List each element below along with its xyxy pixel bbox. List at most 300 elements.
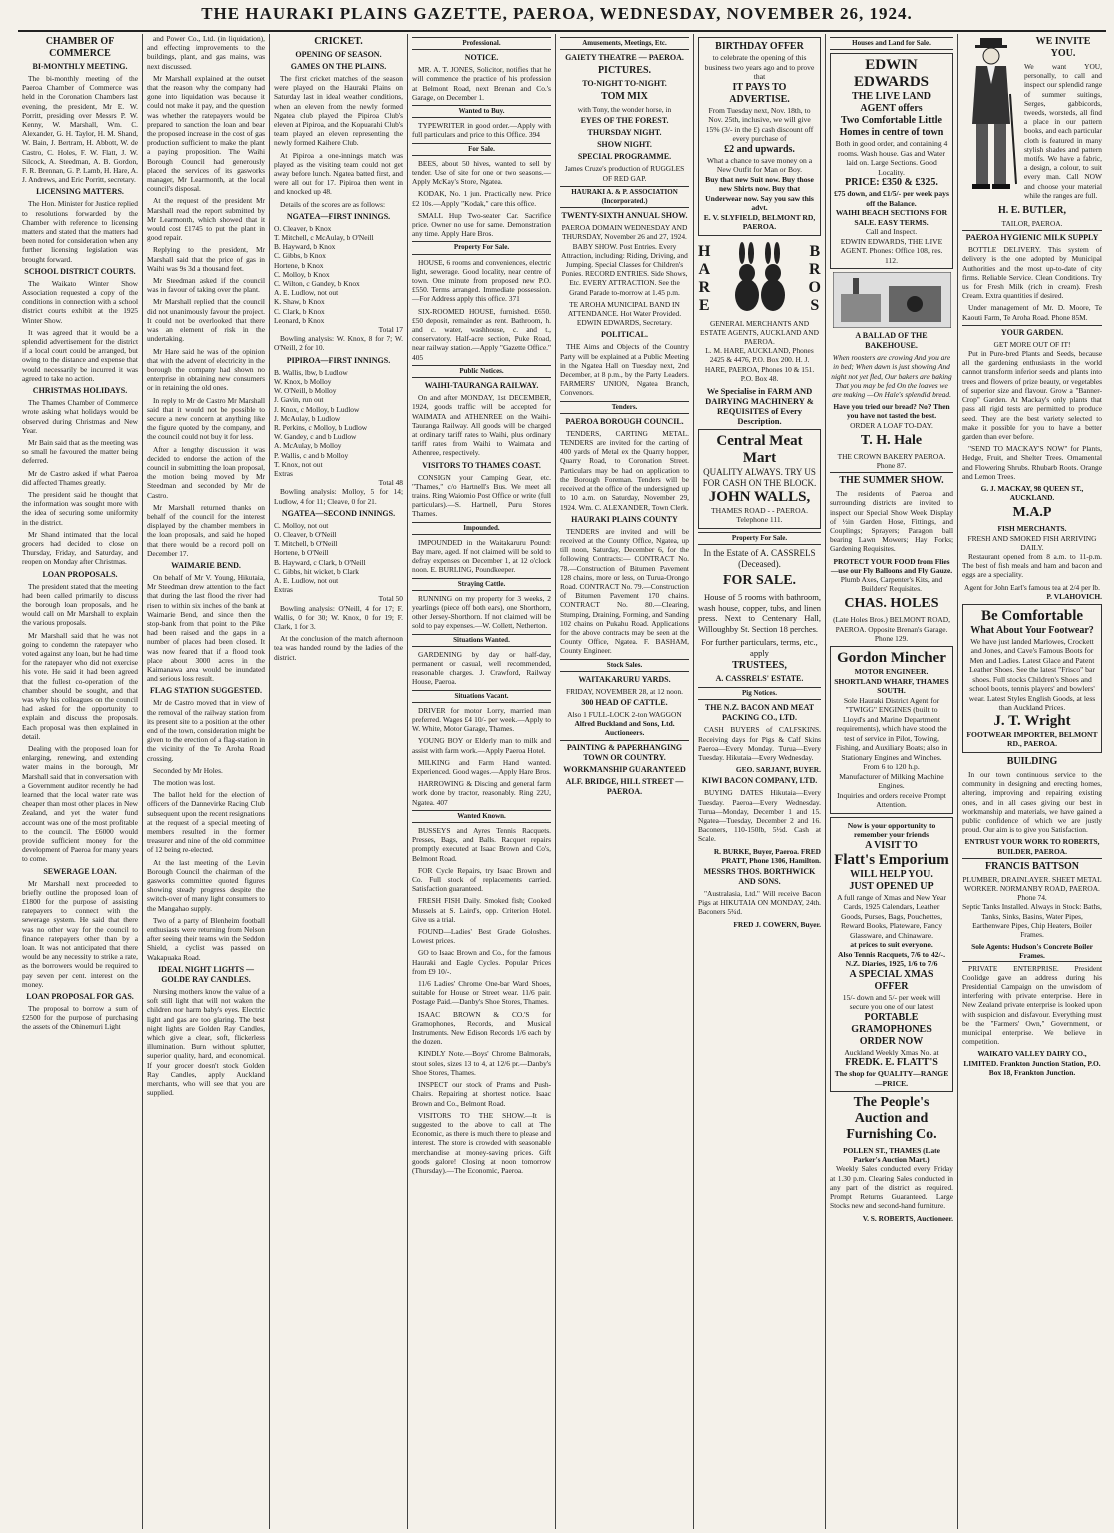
score-line: Extras [274, 585, 293, 595]
classified-ad: FOR Cycle Repairs, try Isaac Brown and Co. Full stock of replacements carried. Satisfaction guaranteed. [412, 865, 551, 894]
article-subtitle: OPENING OF SEASON. [295, 50, 382, 59]
battson-agents: Sole Agents: Hudson's Concrete Boiler Frames. [971, 942, 1093, 961]
paragraph: Details of the scores are as follows: [280, 199, 386, 209]
subheading: SEWERAGE LOAN. [43, 866, 117, 876]
subheading: IDEAL NIGHT LIGHTS — GOLDE RAY CANDLES. [157, 964, 255, 984]
pictures-heading: PICTURES. [597, 65, 652, 77]
milk-text: BOTTLE DELIVERY. This system of delivery is the one adopted by Municipal Authorities and the most up-to-date of city firms. Reliable Service. Clean Conditions. Try us for Fresh Milk (rich in cream). Fresh Cream. Extra quantities if desired. [962, 245, 1102, 301]
classified-ad: HOUSE, 6 rooms and conveniences, electric light, sewerage. Good locality, near centre of town. One minute from proposed new P.O. £550. Terms arranged. Immediate possession.—For Address apply this office. 371 [412, 257, 551, 304]
score-line: Extras [274, 468, 293, 478]
ad-text: A full range of Xmas and New Year Cards, 1925 Calendars, Leather Goods, Purses, Bags, Pouchettes, Reward Books, Plateware, Fancy Glassware, and Chinaware. [837, 892, 946, 940]
plumb-axes: Plumb Axes, Carpenter's Kits, and Builders' Requisites. [840, 575, 943, 594]
kiwi-title: KIWI BACON COMPANY, LTD. [701, 776, 818, 786]
score-total: Total 17 [378, 325, 403, 335]
article-title: CRICKET. [314, 36, 363, 47]
paragraph: Nursing mothers know the value of a soft still light that will not waken the children nor harm baby's eyes. Electric light and gas are too glaring. The best night lights are Golden Ray Candles, which give a clear, soft, flickerless illumination. Burn without splutter, superior quality, hard, and economical. If your grocer doesn't stock Golden Ray Candles, apply Auckland merchants, who will see that you are supplied. [147, 986, 265, 1098]
score-total: Total 48 [378, 478, 403, 488]
paragraph: Mr Marshall said that he was not going to condemn the ratepayer who voted against any loan, but he had time for the ratepayer who did not exercise his vote. He said it had been agreed that the fullest co-operation of the chamber should be sought, and that was why his colleagues on the council had asked for the opportunity to explain and discuss the proposals. Each proposal was then explained in detail. [22, 630, 138, 741]
score-total: Total 50 [378, 594, 403, 604]
ad-subtitle: What About Your Footwear? [970, 624, 1094, 636]
subheading: CHRISTMAS HOLIDAYS. [32, 386, 128, 396]
score-line: T. Knox, not out [274, 459, 323, 469]
garden-title: YOUR GARDEN. [962, 325, 1102, 338]
trustees: TRUSTEES, [732, 660, 787, 672]
estate-text: House of 5 rooms with bathroom, wash house, copper, tubs, and linen press. Next to Centenary Hall, Willoughby St. Section 18 perches. [698, 592, 821, 634]
workmanship: WORKMANSHIP GUARANTEED [563, 764, 686, 774]
paragraph: The proposal to borrow a sum of £2500 for the purpose of purchasing the assets of the Ohinemuri Light [22, 1004, 138, 1032]
tender: TENDERS, CARTING METAL. TENDERS are invited for the carting of 400 yards of Metal ex the Quarry hopper, Quarry Road, to Coronation Street. Particulars may be had on application to the Borough Foreman. Tenders will be received at the office of the undersigned up to 10 a.m. on Saturday, November 29, 1924. Wm. C. ALEXANDER, Town Clerk. [560, 428, 689, 512]
paragraph: On behalf of Mr V. Young, Hikutaia, Mr Steedman drew attention to the fact that during the last flood the river had risen to within six inches of the bank at Waimarie Bend, and since then the stop-bank from that point to the Pike had been raised and the gaps in a number of places had been closed. It was now feared that if a flood took place about 3000 acres in the Kaimanawa area would be inundated and serious loss result. [147, 572, 265, 684]
subheading: NGATEA—SECOND INNINGS. [281, 508, 396, 518]
paragraph: Mr Marshall next proceeded to briefly outline the proposed loan of £1800 for the purpose of assisting ratepayers to connect with the sewerage system. He said that there was no other way for the council to finance ratepayers other than by a loan. It was not anticipated that there would be any necessity to strike a rate, as the borrowers would be required to pay seven per cent. interest on the money. [22, 878, 138, 989]
subheading: NGATEA—FIRST INNINGS. [286, 211, 391, 221]
classified-ad: TYPEWRITER in good order.—Apply with full particulars and price to this Office. 394 [412, 121, 551, 140]
ad-headline: PORTABLE GRAMOPHONES [851, 1011, 932, 1035]
battson-address: PLUMBER, DRAINLAYER. SHEET METAL WORKER. NORMANBY ROAD, PAEROA. Phone 74. [962, 874, 1102, 903]
paragraph: Mr Marshall explained at the outset that the reason why the company had gone into liquidation was because it could not make it pay, and the question was whether the ratepayers would be prepared to sanction the loan and bear the proposed increase in the cost of gas production sufficient to make the plant a paying proposition. The Waihi Borough Council had generously placed the services of its gasworks manager, Mr Learmonth, at the local council's disposal. [147, 73, 265, 194]
ad-headline: Two Comfortable Little Homes in centre of town [839, 115, 944, 139]
subheading: LOAN PROPOSAL FOR GAS. [26, 992, 134, 1002]
score-line: C. Molloy, b Knox [274, 269, 330, 279]
borthwick-buyer: FRED J. COWERN, Buyer. [733, 919, 821, 929]
kiwi-text: BUYING DATES Hikutaia—Every Tuesday. Paeroa—Every Wednesday. Turua—Monday, December 1 and 15. Ngatea—Tuesday, December 2 and 16. Baconers, 110-150lb, 5½d. Cash at Scale. [698, 788, 821, 844]
ad-text: WILL HELP YOU. [850, 868, 933, 880]
bakehouse-illustration [833, 272, 951, 328]
score-line: C. Clark, b Knox [274, 306, 325, 316]
section-header: Tenders. [560, 401, 689, 414]
ad-title: BIRTHDAY OFFER [715, 41, 804, 52]
butler-title: TAILOR, PAEROA. [1001, 219, 1063, 229]
political-title: POLITICAL. [601, 330, 648, 340]
letter: A [698, 260, 710, 278]
auction-text: Weekly Sales conducted every Friday at 1.30 p.m. Clearing Sales conducted in any part of the district as required. Prompt Returns Guaranteed. Large Stocks new and second-hand furniture. [830, 1164, 953, 1211]
classified-ad: GARDENING by day or half-day, permanent or casual, well recommended, reasonable charges. J. Crawford, Railway House, Paeroa. [412, 649, 551, 687]
paragraph: At the conclusion of the match afternoon tea was handed round by the ladies of the district. [274, 634, 403, 662]
gordon-mincher-ad [830, 646, 953, 814]
ap-title: HAURAKI A. & P. ASSOCIATION (Incorporated.) [560, 186, 689, 208]
letter: H [698, 242, 711, 260]
ad-title: Gordon Mincher [837, 650, 946, 667]
bros-letters [809, 243, 821, 315]
ad-text: to celebrate the opening of this business two years ago and to prove that [704, 53, 815, 81]
letter: R [808, 260, 821, 278]
section-header: Public Notices. [412, 365, 551, 378]
score-line: J. Knox, c Molloy, b Ludlow [274, 404, 360, 414]
tender: TENDERS are invited and will be received at the County Office, Ngatea, up till noon, Saturday, December 6, for the following Contracts:— CONTRACT No. 78.—Construction of Bitumen Pavement 128 chains, more or less, on Turua-Orongo Road. CONTRACT No. 79.—Construction of Bitumen Pavement 170 chains. CONTRACT No. 80.—Clearing, Stumping, Draining, Forming, and Sanding 102 chains on Pukahu Road. Applications for the above contracts may be seen at the County Office, Ngatea. F. BASHAM, County Engineer. [560, 526, 689, 656]
classified-ad: 11/6 Ladies' Chrome One-bar Ward Shoes, suitable for House or Street wear. 11/6 pair. Postage Paid.—Danby's Shoe Stores, Thames. [412, 979, 551, 1007]
classified-ad: GO to Isaac Brown and Co., for the famous Hauraki and Eagle Cycles. Popular Prices from £9 10/-. [412, 948, 551, 976]
political-notice: THE Aims and Objects of the Country Party will be explained at a Public Meeting in the Ngatea Hall on Tuesday next, 2nd December, at 8 p.m., by the Party Leaders. FARMERS' UNION, Ngatea Branch, Convenors. [560, 342, 689, 398]
column-5 [556, 34, 694, 1529]
score-list-2 [274, 368, 403, 478]
score-line: Hortene, b O'Neill [274, 548, 329, 558]
paragraph: In reply to Mr de Castro Mr Marshall said that it would not be possible to secure a new concern at anything like the figure quoted by the company, and the council could not buy it for less. [147, 395, 265, 442]
score-line: C. Wilton, c Gandey, b Knox [274, 279, 360, 289]
subheading: FLAG STATION SUGGESTED. [150, 686, 262, 696]
ad-text: Auckland Weekly Xmas No. at [844, 1047, 939, 1057]
paragraph: and Power Co., Ltd. (in liquidation), and effecting improvements to the buildings, plant, and gas mains, was next discussed. [147, 34, 265, 71]
star-name: TOM MIX [601, 91, 648, 103]
for-sale-heading: FOR SALE. [722, 573, 797, 589]
map-headline: FRESH AND SMOKED FISH ARRIVING DAILY. [967, 533, 1097, 552]
score-line: Hortene, b Knox [274, 260, 324, 270]
paragraph: At the request of the president Mr Marshall read the report submitted by Mr Learmonth, which showed that it would cost £1745 to put the plant in good repair. [147, 196, 265, 243]
ruggles: James Cruze's production of RUGGLES OF RED GAP. [564, 164, 685, 183]
pig-company: THE N.Z. BACON AND MEAT PACKING CO., LTD. [704, 703, 815, 723]
band: TE AROHA MUNICIPAL BAND IN ATTENDANCE. Hot Water Provided. EDWIN EDWARDS, Secretary. [567, 299, 682, 328]
section-header: Houses and Land for Sale. [830, 37, 953, 50]
garden-subtitle: GET MORE OUT OF IT! [993, 339, 1071, 349]
hare-text: L. M. HARE, AUCKLAND, Phones 2425 & 4476, P.O. Box 200. H. J. HARE, PAEROA, Phones 10 & 151. P.O. Box 48. [704, 346, 815, 383]
ad-headline: IT PAYS TO ADVERTISE. [729, 81, 790, 105]
paragraph: After a lengthy discussion it was decided to endorse the action of the council in submitting the loan proposal, the motion being moved by Mr Steedman and seconded by Mr de Castro. [147, 444, 265, 500]
paragraph: Mr Steedman asked if the council was in favour of taking over the plant. [147, 276, 265, 295]
paragraph: Mr de Castro moved that in view of the removal of the railway station from its present site to a position at the other end of the town, consideration might be given to the erection of a flag-station in the vicinity of the Te Aroha Road crossing. [147, 698, 265, 763]
article-title: CHAMBER OF COMMERCE [45, 36, 115, 59]
paragraph: The Waikato Winter Show Association requested a copy of the conditions in connection with a school district courts exhibit at the 1925 Winter Show. [22, 278, 138, 325]
gentleman-illustration [962, 34, 1020, 194]
column-8 [958, 34, 1106, 1529]
summer-show-text: The residents of Paeroa and surrounding districts are invited to inspect our Special Show Week Display of ½in Garden Hose, Fittings, and Couplings; Sprayers; Paragon ball bearing Lawn Mowers; Hay Forks; Gardening Requisites. [830, 489, 953, 554]
ballad-question: Have you tried our bread? No? Then you have not tasted the best. [833, 402, 950, 421]
ad-signature: E. V. SLYFIELD, BELMONT RD, PAEROA. [703, 212, 816, 231]
auction-signature: V. S. ROBERTS, Auctioneer. [862, 1213, 953, 1223]
ad-text: Both in good order, and containing 4 rooms. Wash house. Gas and Water laid on. Large Sections. Good Locality. [835, 139, 948, 177]
section-header: For Sale. [412, 143, 551, 156]
paragraph: Mr Marshall replied that the council did not unanimously favour the project. It could not be overlooked that there was an element of risk in the undertaking. [147, 297, 265, 344]
map-text: Restaurant opened from 8 a.m. to 11-p.m. The best of fish meals and ham and bacon and eggs are a speciality. [962, 551, 1102, 580]
classified-ad: ISAAC BROWN & CO.'S for Gramophones, Records, and Musical Instruments. New Edison Records 1/6 each by the dozen. [412, 1009, 551, 1047]
paragraph: Mr Hare said he was of the opinion that with the advent of electricity in the borough the company had shown no enterprise in obtaining new consumers or in retaining the old ones. [147, 346, 265, 393]
borthwick-text: "Australasia, Ltd." Will receive Bacon Pigs at HIKUTAIA ON MONDAY, 24th. Baconers 5¾d. [698, 888, 821, 917]
ad-title: Flatt's Emporium [834, 851, 949, 868]
subheading: LOAN PROPOSALS. [42, 569, 118, 579]
score-line: P. Wallis, c and b Molloy [274, 450, 349, 460]
paragraph: It was agreed that it would be a splendid advertisement for the district if a local court could be arranged, but owing to the distance and expense that would necessarily be incurred it was agreed to take no action. [22, 327, 138, 383]
building-signature: ENTRUST YOUR WORK TO ROBERTS, BUILDER, PAEROA. [964, 837, 1100, 856]
butler-name: H. E. BUTLER, [997, 205, 1067, 217]
stock-cattle: 300 HEAD OF CATTLE. [581, 697, 668, 707]
auction-title: The People's Auction and Furnishing Co. [846, 1095, 937, 1143]
ad-text: Manufacturer of Milking Machine Engines. [839, 771, 944, 791]
score-line: C. Molloy, not out [274, 520, 329, 530]
classified-ad: BUSSEYS and Ayres Tennis Racquets. Presses, Bags, and Balls. Racquet repairs promptly executed at Isaac Brown and Co's, Belmont Road. [412, 826, 551, 863]
score-line: B. Hayward, b Knox [274, 242, 336, 252]
hare-text: GENERAL MERCHANTS AND ESTATE AGENTS, AUCKLAND AND PAEROA. [700, 318, 819, 346]
borthwick-title: MESSRS THOS. BORTHWICK AND SONS. [703, 866, 816, 886]
letter: E [698, 296, 710, 314]
letter: R [698, 278, 710, 296]
ad-title: Be Comfortable [980, 607, 1084, 624]
section-header: Wanted Known. [412, 810, 551, 823]
subheading: WAIMARIE BEND. [171, 560, 241, 570]
column-4 [408, 34, 556, 1529]
section-header: Property For Sale. [412, 241, 551, 254]
classified-ad: BEES, about 50 hives, wanted to sell by tender. Use of site for one or two seasons.—Apply McKay's Store, Ngatea. [412, 158, 551, 187]
paragraph: The president stated that the meeting had been called primarily to discuss the borough loan proposals, and he would call on Mr Marshall to explain the various proposals. [22, 581, 138, 628]
classified-ad: DRIVER for motor Lorry, married man preferred. Wages £4 10/- per week.—Apply to W. White, Motor Garage, Thames. [412, 705, 551, 734]
garden-text: "SEND TO MACKAY'S NOW" for Plants, Hedge, Fruit, and Shelter Trees. Ornamental and Flowering Shrubs. Rhubarb Roots. Orange and Lemon Trees. [962, 444, 1102, 481]
ad-subtitle: MOTOR ENGINEER. SHORTLAND WHARF, THAMES SOUTH. [834, 667, 949, 696]
column-3 [270, 34, 408, 1529]
classified-ad: HARROWING & Discing and general farm work done by tractor, reasonably. Ring 22U, Ngatea. 407 [412, 779, 551, 807]
painting: PAINTING & PAPERHANGING TOWN OR COUNTRY. [560, 740, 689, 763]
ad-text: at prices to suit everyone. [850, 940, 933, 950]
paragraph: Mr Bain said that as the meeting was so small he favoured the matter being deferred. [22, 437, 138, 466]
garden-signature: G. J. MACKAY, 98 QUEEN ST., AUCKLAND. [980, 483, 1084, 503]
trustees-estate: A. CASSRELS' ESTATE. [715, 674, 804, 684]
score-line: C. Gibbs, b Knox [274, 251, 326, 261]
score-line: Leonard, b Knox [274, 315, 325, 325]
be-comfortable-ad [962, 604, 1102, 753]
classified-ad: On and after MONDAY, 1st DECEMBER, 1924, goods traffic will be accepted for WAIMATA and ATHENREE on the Waihi-Tauranga Railway. All goods will be charged at ordinary tariff rates to Waihi, plus ordinary tariff rates from Waihi to Waimata and Athenree, respectively. [412, 393, 551, 458]
garden-text: Put in Pure-bred Plants and Seeds, because all the gardening enthusiasts in the world cannot transform inferior seeds and plants into trees and flowers of prize beauty, or vegetables of superior size and flavour. Grow a "Banner-Crop" Garden. At Mackay's only plants that pass all rigid tests are permitted to produce seed. They are the best variety selected to make it possible for you to have a better garden than ever before. [962, 349, 1102, 441]
paragraph: At the last meeting of the Levin Borough Council the chairman of the gasworks committee quoted figures showing steady progress despite the switch-over of many light consumers to the Mangahao supply. [147, 857, 265, 913]
score-line: C. Gibbs, hit wicket, b Clark [274, 566, 359, 576]
borough-title: PAEROA BOROUGH COUNCIL. [565, 416, 684, 426]
ad-name: JOHN WALLS, [708, 488, 811, 505]
ad-text: Buy that new Suit now. Buy those new Shirts now. Buy that Underwear now. Say you saw this advt. [705, 174, 814, 212]
paragraph: The president said he thought that the information was sought more with the idea of securing some uniformity in the district. [22, 489, 138, 527]
tonight: TO-NIGHT TO-NIGHT. [582, 79, 667, 89]
classified-ad: KODAK, No. 1 jun. Practically new. Price £2 10s.—Apply "Kodak," care this office. [412, 189, 551, 208]
score-line: J. Gavin, run out [274, 395, 324, 405]
masthead-rule [18, 30, 1106, 32]
ad-text: We have just landed Marlowes, Crockett and Jones, and Cave's Famous Boots for Men and Ladies. Latest Glace and Patent Leather Shoes. See the latest "Frisco" bar shoes. Full stocks Children's Shoes and school boots, tennis players' and bowlers' wear. Latest Styles English Goods, at less than Auckland Prices. [968, 636, 1096, 713]
paragraph: The ballot held for the election of officers of the Dannevirke Racing Club subsequent upon the recent resignations at the request of a special meeting of members resulted in the former treasurer and nine of the old committee of 12 being re-elected. [147, 790, 265, 855]
meat-mart-ad [698, 429, 821, 529]
stock-date: FRIDAY, NOVEMBER 28, at 12 noon. [565, 686, 684, 696]
estate-title: In the Estate of A. CASSRELS (Deceased). [703, 548, 816, 570]
ad-text: Call and Inspect. [865, 227, 918, 237]
score-line: W. O'Neill, b Molloy [274, 386, 337, 396]
letter: O [808, 278, 821, 296]
notice-title: NOTICE. [464, 53, 499, 63]
classified-ad: KINDLY Note.—Boys' Chrome Balmorals, stout soles, sizes 13 to 4, at 12/6 pr.—Danby's Shoe Stores, Thames. [412, 1049, 551, 1077]
section-header: Property For Sale. [698, 532, 821, 545]
flatt-emporium-ad [830, 817, 953, 1093]
ad-headline: £2 and upwards. [724, 143, 795, 155]
invite-text: We want YOU, personally, to call and inspect our splendid range of summer suitings, Serges, gabbicords, tweeds, worsteds, all find a place in our pattern books, and each particular cloth is featured in many stylish shades and pattern motifs. We have a fabric, a design, a colour, to suit every man. Call NOW and choose your material while the ranges are full. [1024, 62, 1102, 200]
ad-price: PRICE: £350 & £325. [845, 177, 938, 189]
score-list-1 [274, 224, 403, 325]
hale-name: T. H. Hale [860, 432, 923, 448]
building-text: In our town continuous service to the community in designing and erecting homes, altering, improving and repairing existing ones, and in all cases giving our best in workmanship and materials, we have gained a public confidence of which we are justly proud. Our aim is to give you Satisfaction. [962, 769, 1102, 835]
section-header: Professional. [412, 37, 551, 50]
ad-text: 15/- down and 5/- per week will secure you one of our latest [842, 992, 941, 1012]
map-title: M.A.P [1012, 505, 1052, 521]
paragraph: The Hon. Minister for Justice replied to resolutions forwarded by the Chamber with reference to licensing matters and stated that the matters had been noted for consideration when any further licensing legislation was brought forward. [22, 199, 138, 264]
ap-dates: PAEROA DOMAIN WEDNESDAY AND THURSDAY, November 26 and 27, 1924. [561, 223, 688, 242]
ad-headline: ORDER NOW [859, 1035, 924, 1047]
section-header: Straying Cattle. [412, 578, 551, 591]
classified-ad: FOUND—Ladies' Best Grade Goloshes. Lowest prices. [412, 927, 551, 946]
ad-headline: A SPECIAL XMAS OFFER [849, 968, 934, 992]
stock-auctioneers: Alfred Buckland and Sons, Ltd. Auctioneers. [574, 719, 675, 738]
score-line: O. Cleaver, b Knox [274, 223, 332, 233]
score-line: T. Mitchell, b O'Neill [274, 539, 338, 549]
stock-waggon: Also 1 FULL-LOCK 2-ton WAGGON [567, 709, 682, 719]
notice-title: WAIHI-TAURANGA RAILWAY. [424, 381, 539, 391]
ballad-title: A BALLAD OF THE BAKEHOUSE. [855, 331, 928, 351]
ad-text: From Tuesday next, Nov. 18th, to Nov. 25th, inclusive, we will give 15% (3/- in the £) cash discount off every purchase of [705, 105, 814, 143]
ad-text: THAMES ROAD - - PAEROA. Telephone 111. [711, 505, 808, 525]
paragraph: Mr Marshall returned thanks on behalf of the council for the interest displayed by the chamber members in the loan proposals, and said he hoped that there would be a record poll on December 17. [147, 502, 265, 558]
show-night: SHOW NIGHT. [597, 140, 652, 150]
paragraph: Bowling analysis: O'Neill, 4 for 17; F. Wallis, 0 for 30; W. Knox, 0 for 19; F. Clark, 1 for 3. [274, 603, 403, 631]
ad-terms: £75 down, and £1/5/- per week pays off the Balance. [834, 189, 949, 208]
hale-address: THE CROWN BAKERY PAEROA. Phone 87. [837, 451, 946, 471]
invite-title: WE INVITE YOU. [1035, 36, 1091, 59]
ad-text: Now is your opportunity to remember your friends [847, 820, 936, 840]
star-subtitle: with Tony, the wonder horse, in [577, 105, 672, 115]
paragraph: Bowling analysis: Molloy, 5 for 14; Ludlow, 4 for 11; Cleave, 0 for 21. [274, 487, 403, 506]
summer-show-title: THE SUMMER SHOW. [830, 472, 953, 487]
ad-address: FOOTWEAR IMPORTER, BELMONT RD., PAEROA. [966, 729, 1098, 749]
classified-ad: MILKING and Farm Hand wanted. Experienced. Good wages.—Apply Hare Bros. [412, 757, 551, 776]
paragraph: Bowling analysis: W. Knox, 8 for 7; W. O'Neill, 2 for 10. [274, 334, 403, 353]
section-header: Impounded. [412, 522, 551, 535]
score-line: B. Hayward, c Clark, b O'Neill [274, 557, 366, 567]
theatre-title: GAIETY THEATRE — PAEROA. [565, 53, 684, 63]
column-2 [143, 34, 270, 1529]
score-line: B. Wallis, lbw, b Ludlow [274, 367, 348, 377]
ad-text: Sole Hauraki District Agent for "TWIGG" ENGINES (built to Lloyd's and Marine Department requirements), which have stood the test of service in Pilot, Towing, Fishing, and Auxiliary Boats; also in Stationary Engines and Winches. From 6 to 120 h.p. [835, 695, 948, 772]
stock-title: WAITAKARURU YARDS. [578, 674, 671, 684]
ad-title: Central Meat Mart [716, 432, 803, 466]
paragraph: Seconded by Mr Holes. [153, 765, 223, 775]
pig-buyer: GEO. SARJANT, BUYER. [735, 765, 821, 775]
building-title: BUILDING [1006, 755, 1058, 767]
auction-address: POLLEN ST., THAMES (Late Parker's Auction Mart.) [843, 1146, 940, 1165]
classified-ad: CONSIGN your Camping Gear, etc. "Thames," c/o Hartnell's Bus. We meet all trains. Ring Waiomio Post Office or write (full particulars).—S. Hartnell, Puru Stores Thames. [412, 472, 551, 519]
classified-ad: INSPECT our stock of Prams and Push-Chairs. Repairing at shortest notice. Isaac Brown and Co., Belmont Road. [412, 1080, 551, 1108]
paragraph: Mr Shand intimated that the local grocers had decided to close on Thursday, Friday, and Saturday, and reopen on Monday after Christmas. [22, 529, 138, 567]
paragraph: The Thames Chamber of Commerce wrote asking what holidays would be observed during Christmas and New Year. [22, 398, 138, 435]
letter: S [810, 296, 820, 314]
classified-ad: SIX-ROOMED HOUSE, furnished. £650. £50 deposit, remainder as rent. Bathroom, h. and c. water, washhouse, c. and t., conservatory. Half-acre section, Puke Road, near railway station.—Apply "Gazette Office." 405 [412, 306, 551, 362]
rabbits-icon [725, 241, 795, 317]
section-header: Pig Notices. [698, 687, 821, 700]
section-header: Stock Sales. [560, 659, 689, 672]
score-line: O. Cleaver, b O'Neill [274, 529, 337, 539]
pig-text: CASH BUYERS of CALFSKINS. Receiving days for Pigs & Calf Skins Paeroa—Every Monday. Turua—Every Tuesday. Hikutaia—Every Wednesday. [698, 725, 821, 762]
map-subtitle: FISH MERCHANTS. [997, 524, 1067, 534]
paragraph: Dealing with the proposed loan for enlarging, renewing, and extending water mains in the borough, Mr Marshall said that in conversation with a Government auditor recently he had learned that the local water rate was cheaper than most other places in New Zealand, and yet the water fund account was one of the most profitable to the council. The £6000 would provide sufficient money for the development of Paeroa for many years to come. [22, 744, 138, 864]
paragraph: Mr de Castro asked if what Paeroa did affected Thames greatly. [22, 468, 138, 487]
paragraph: At Pipiroa a one-innings match was played as the visiting team could not get away before lunch. Ngatea batted first, and were all out for 17. Pipiroa then went in and knocked up 48. [274, 150, 403, 197]
subheading: GAMES ON THE PLAINS. [290, 62, 387, 71]
paragraph: The first cricket matches of the season were played on the Hauraki Plains on Saturday last in ideal weather conditions, when an eleven from the newly formed Ngatea club played the Pipiroa Club's eleven at Pipiroa, and the Kopuarahi Club's team played an eleven representing the newly formed Kaihere Club. [274, 74, 403, 148]
letter: B [809, 242, 821, 260]
ballad-order: ORDER A LOAF TO-DAY. [850, 420, 933, 430]
classified-ad: VISITORS TO THE SHOW.—It is suggested to the above to call at The Economic, as there is much there to please and interest. The store is crowded with seasonable merchandise at money-saving prices. Gift goods galore! Closing at noon tomorrow (Thursday).—The Economic, Paeroa. [412, 1110, 551, 1175]
milk-management: Under management of Mr. D. Moore, Te Kaouti Farm, Te Aroha Road. Phone 85M. [962, 303, 1102, 322]
edwin-edwards-ad [830, 53, 953, 269]
ad-signature: EDWIN EDWARDS, THE LIVE AGENT. Phones: Office 108, res. 112. [840, 236, 943, 265]
milk-title: PAEROA HYGIENIC MILK SUPPLY [962, 230, 1102, 243]
section-header: Situations Wanted. [412, 634, 551, 647]
score-line: A. McAulay, b Molloy [274, 441, 342, 451]
paragraph: The motion was lost. [153, 778, 215, 788]
hare-bros-logo [698, 239, 821, 319]
paragraph: The bi-monthly meeting of the Paeroa Chamber of Commerce was held in the Coronation Chambers last evening, the president, Mr E. W. Porritt, presiding over Messrs P. W. Kenny, W. Marshall, Wm. C. Alexander, G. H. Taylor, H. M. Shand, W. Bain, J. Bertram, H. Abbott, W. de Castro, C. Holes, F. W. Flatt, J. W. Silcock, A. Steedman, A. B. Gordon, F. R. Brennan, G. P. Lamb, H. Hare, A. J. Andrews, and Eric Porritt, secretary. [22, 74, 138, 185]
battson-text: Septic Tanks Installed. Always in Stock: Baths, Tanks, Sinks, Basins, Water Pipes, Earthenware Pipes, Chip Heaters, Boiler Frames. [962, 902, 1102, 939]
hare-specialise: We Specialise in FARM AND DAIRYING MACHINERY & REQUISITES of Every Description. [705, 385, 814, 426]
score-line: A. E. Ludlow, not out [274, 575, 339, 585]
section-header: Amusements, Meetings, Etc. [560, 37, 689, 50]
waikato-dairy: WAIKATO VALLEY DAIRY CO., LIMITED. Frankton Junction Station, P.O. Box 18, Frankton Junction. [963, 1049, 1101, 1077]
ad-text: What a chance to save money on a New Outfit for Man or Boy. [706, 155, 813, 174]
paragraph: Two of a party of Blenheim football enthusiasts were returning from Nelson after seeing their teams win the Seddon Shield, a cyclist was passed on Wakapuaka Road. [147, 915, 265, 962]
ad-text: The shop for QUALITY—RANGE—PRICE. [834, 1069, 949, 1088]
ballad-verse: When roosters are crowing And you are in bed; When dawn is just showing And night not yet fled, Our bakers are baking That you may be fed On the loaves we are making —On Hale's splendid bread. [831, 353, 952, 400]
ad-text: Also Tennis Racquets, 7/6 to 42/-. N.Z. Diaries, 1925, 1/6 to 7/6 [838, 949, 945, 969]
classified-ad: FRESH FISH Daily. Smoked fish; Cooked Mussels at S. Laird's, opp. Criterion Hotel. Give us a trial. [412, 896, 551, 924]
ad-text: A VISIT TO [865, 839, 918, 851]
masthead: THE HAURAKI PLAINS GAZETTE, PAEROA, WEDNESDAY, NOVEMBER 26, 1924. [201, 4, 913, 23]
score-line: J. McAulay, b Ludlow [274, 413, 341, 423]
special-programme: SPECIAL PROGRAMME. [577, 152, 672, 162]
ad-subtitle: THE LIVE LAND AGENT offers [852, 91, 931, 115]
subheading: LICENSING MATTERS. [36, 187, 124, 197]
private-enterprise: PRIVATE ENTERPRISE. President Coolidge gave an address during his Presidential Campaign on the unwisdom of interfering with private enterprise. Here in New Zealand private enterprise is looked upon with suspicion and disfavour. Everything must be the "Farmers' Own," Government, or municipal enterprise. We believe in competition. [962, 961, 1102, 1047]
score-line: W. Gandey, c and b Ludlow [274, 432, 357, 442]
score-line: W. Knox, b Molloy [274, 376, 332, 386]
classified-ad: YOUNG BOY or Elderly man to milk and assist with farm work.—Apply Paeroa Hotel. [412, 736, 551, 755]
map-signature: P. VLAHOVICH. [1046, 591, 1102, 601]
county-title: HAURAKI PLAINS COUNTY [571, 514, 678, 524]
film-title: EYES OF THE FOREST. [580, 116, 669, 126]
classified-ad: IMPOUNDED in the Waitakaruru Pound: Bay mare, aged. If not claimed will be sold to defray expenses on December 1, at 12 o'clock noon. E. BURLING, Poundkeeper. [412, 537, 551, 575]
score-line: T. Mitchell, c McAulay, b O'Neill [274, 233, 374, 243]
ad-text: WAIHI BEACH SECTIONS FOR SALE. EASY TERMS. [835, 208, 948, 227]
score-list-3 [274, 521, 403, 595]
column-7 [826, 34, 958, 1529]
section-header: Wanted to Buy. [412, 105, 551, 118]
article-subtitle: BI-MONTHLY MEETING. [32, 62, 128, 71]
ad-text: QUALITY ALWAYS. TRY US FOR CASH ON THE BLOCK. [702, 466, 817, 488]
battson-title: FRANCIS BATTSON [962, 858, 1102, 873]
paragraph: Replying to the president, Mr Marshall said that the price of gas in Waihi was 9s 3d a thousand feet. [147, 245, 265, 273]
estate-text: For further particulars, terms, etc., apply [701, 637, 818, 658]
score-line: K. Shaw, b Knox [274, 297, 325, 307]
hare-letters [698, 243, 710, 315]
protect-food: PROTECT YOUR FOOD from Flies—use our Fly Balloons and Fly Gauze. [830, 556, 953, 575]
thursday: THURSDAY NIGHT. [587, 128, 662, 138]
birthday-offer-ad [698, 37, 821, 236]
classified-ad: MR. A. T. JONES, Solicitor, notifies that he will commence the practice of his profession at Belmont Road, next Brenan and Co.'s Garage, on December 1. [412, 65, 551, 102]
ap-show: TWENTY-SIXTH ANNUAL SHOW. [561, 211, 688, 221]
ad-text: Inquiries and orders receive Prompt Attention. [837, 790, 946, 810]
ad-headline: JUST OPENED UP [849, 880, 934, 892]
classified-ad: RUNNING on my property for 3 weeks, 2 yearlings (piece off both ears), one Shorthorn, other Jersey-Shorthorn. If not claimed will be sold to pay expenses.—W. Collett, Netherton. [412, 593, 551, 631]
notice-title: VISITORS TO THAMES COAST. [422, 460, 541, 470]
ad-name: FREDK. E. FLATT'S [845, 1057, 938, 1069]
column-6 [694, 34, 826, 1529]
bridge: ALF. BRIDGE, HILL STREET — PAEROA. [565, 776, 684, 796]
score-line: A. E. Ludlow, not out [274, 288, 339, 298]
holes-address: (Late Holes Bros.) BELMONT ROAD, PAEROA. Opposite Brenan's Garage. Phone 129. [833, 615, 950, 643]
section-header: Situations Vacant. [412, 690, 551, 703]
ad-title: EDWIN EDWARDS [853, 57, 929, 91]
column-1 [18, 34, 143, 1529]
score-line: R. Perkins, c Molloy, b Ludlow [274, 422, 368, 432]
classified-ad: SMALL Hup Two-seater Car. Sacrifice price. Owner no use for same. Demonstration any time. Apply Hare Bros. [412, 210, 551, 239]
map-text: Agent for John Earl's famous tea at 2/4 per lb. [964, 582, 1100, 592]
ad-name: J. T. Wright [993, 712, 1071, 729]
subheading: SCHOOL DISTRICT COURTS. [24, 266, 136, 276]
